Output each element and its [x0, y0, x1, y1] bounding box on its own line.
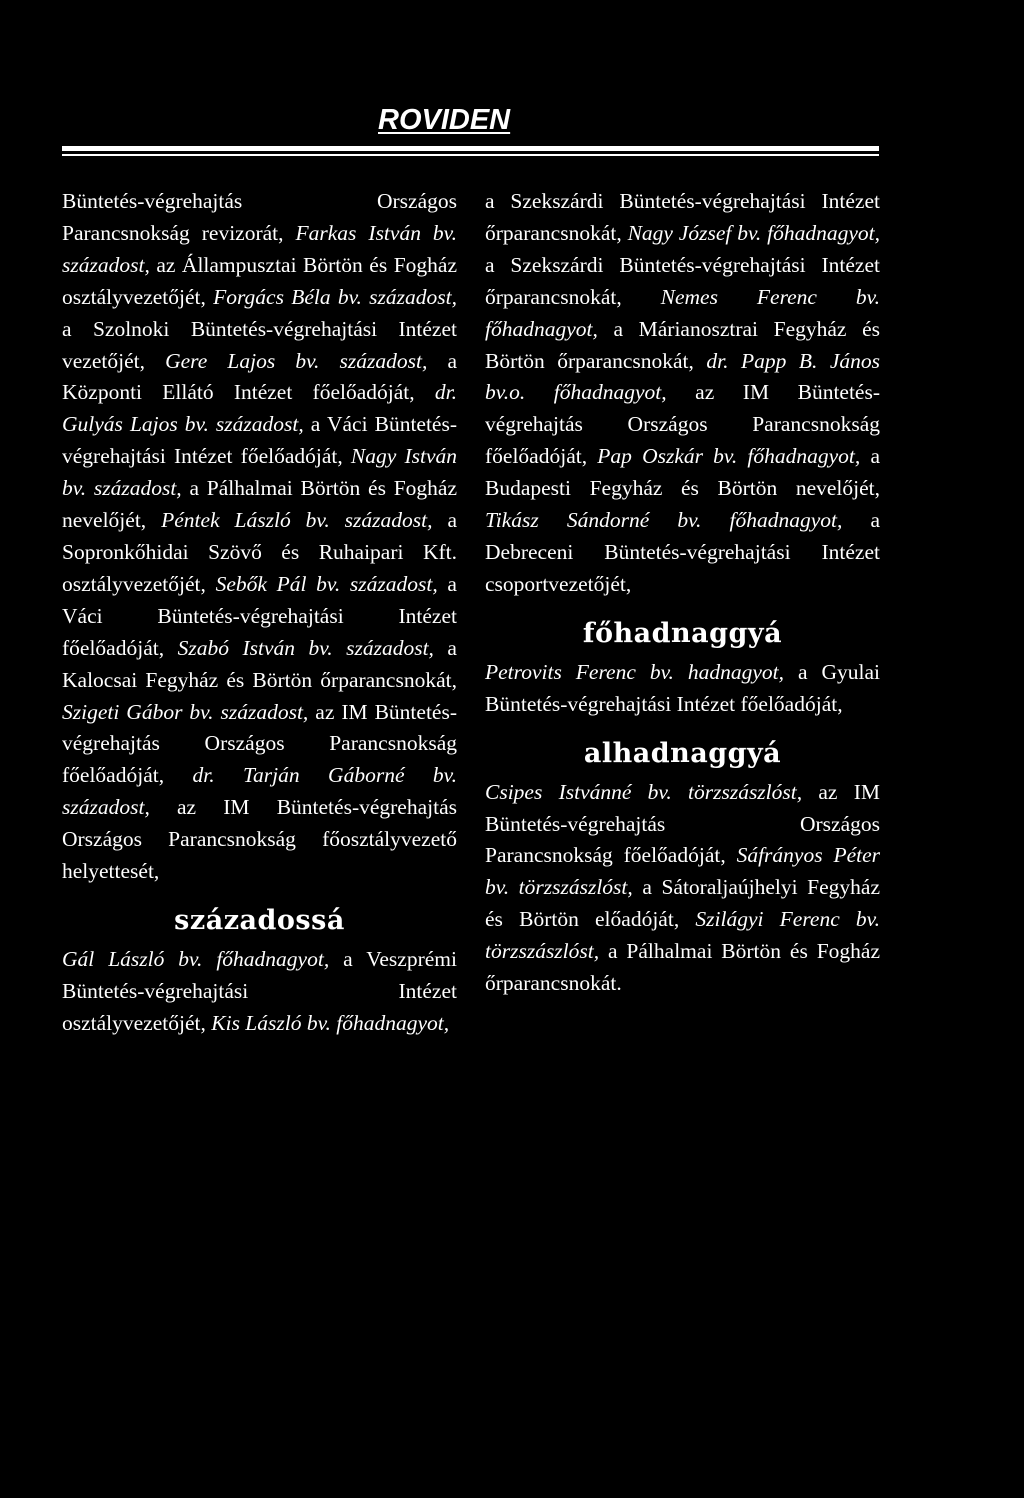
name-rank-run: Szigeti Gábor bv. századost, [62, 699, 309, 724]
right-paragraph-3 [485, 777, 880, 1000]
name-rank-run: Sáfrányos Péter bv. törzszászlóst, [485, 843, 880, 900]
header-rule-thin [62, 154, 879, 156]
name-rank-run: Petrovits Ferenc bv. hadnagyot, [485, 659, 785, 684]
text-run: a Sopronkőhidai Szövő és Ruhaipari Kft. osztályvezetőjét, [62, 508, 457, 596]
text-run: a Váci Büntetés-végrehajtási Intézet főelőadóját, [62, 412, 457, 469]
text-run: az IM Büntetés-végrehajtás Országos Parancsnokság főosztályvezető helyettesét, [62, 795, 457, 884]
name-rank-run: Sebők Pál bv. századost, [215, 571, 438, 596]
name-rank-run: Nagy József bv. főhadnagyot, [627, 220, 880, 245]
right-paragraph-2 [485, 657, 880, 721]
name-rank-run: Pap Oszkár bv. főhadnagyot, [597, 444, 861, 469]
name-rank-run: Tikász Sándorné bv. főhadnagyot, [485, 508, 843, 533]
name-rank-run: Forgács Béla bv. századost, [213, 284, 457, 309]
text-run: a Gyulai Büntetés-végrehajtási Intézet főelőadóját, [485, 659, 880, 716]
text-run: Büntetés-végrehajtás Országos Parancsnokság revizorát, [62, 189, 457, 245]
text-run: a Központi Ellátó Intézet főelőadóját, [62, 348, 457, 405]
text-run: a Szekszárdi Büntetés-végrehajtási Intézet őrparancsnokát, [485, 189, 880, 245]
text-run: a Pálhalmai Börtön és Fogház nevelőjét, [62, 476, 457, 533]
name-rank-run: dr. Papp B. János bv.o. főhadnagyot, [485, 348, 880, 405]
left-paragraph-1 [62, 186, 457, 888]
name-rank-run: Szilágyi Ferenc bv. törzszászlóst, [485, 907, 881, 964]
heading-fohadnaggya: főhadnaggyá [582, 617, 783, 649]
right-column [485, 186, 880, 1000]
text-run: a Kalocsai Fegyház és Börtön őrparancsnokát, [62, 635, 457, 692]
text-run: a Budapesti Fegyház és Börtön nevelőjét, [485, 444, 880, 501]
text-run: a Márianosztrai Fegyház és Börtön őrparancsnokát, [485, 316, 880, 373]
text-run: a Váci Büntetés-végrehajtási Intézet főelőadóját, [62, 571, 457, 660]
text-run: a Pálhalmai Börtön és Fogház őrparancsnokát. [485, 939, 880, 996]
header-rule-thick [62, 146, 879, 151]
right-paragraph-1 [485, 186, 880, 601]
name-rank-run: Gere Lajos bv. századost, [165, 348, 428, 373]
left-column [62, 186, 457, 1040]
name-rank-run: Kis László bv. főhadnagyot, [211, 1010, 450, 1035]
text-run: a Szolnoki Büntetés-végrehajtási Intézet vezetőjét, [62, 316, 457, 373]
name-rank-run: Péntek László bv. századost, [161, 508, 433, 533]
text-run: az Állampusztai Börtön és Fogház osztályvezetőjét, [62, 252, 457, 309]
text-run: a Veszprémi Büntetés-végrehajtási Intézet osztályvezetőjét, [62, 946, 457, 1035]
name-rank-run: Farkas István bv. századost, [62, 220, 458, 277]
heading-alhadnaggya: alhadnaggyá [583, 737, 782, 769]
text-run: a Debreceni Büntetés-végrehajtási Intézet csoportvezetőjét, [485, 508, 880, 596]
left-paragraph-2 [62, 944, 457, 1040]
name-rank-run: dr. Gulyás Lajos bv. századost, [62, 380, 457, 437]
name-rank-run: Csipes Istvánné bv. törzszászlóst, [485, 779, 803, 804]
name-rank-run: Gál László bv. főhadnagyot, [62, 946, 330, 971]
name-rank-run: dr. Tarján Gáborné bv. századost, [62, 763, 457, 820]
heading-szazadossa: századossá [174, 904, 345, 936]
text-run: az IM Büntetés-végrehajtás Országos Parancsnokság főelőadóját, [485, 380, 880, 469]
text-run: az IM Büntetés-végrehajtás Országos Parancsnokság főelőadóját, [62, 699, 457, 788]
text-run: az IM Büntetés-végrehajtás Országos Parancsnokság főelőadóját, [485, 779, 880, 868]
section-title: ROVIDEN [378, 104, 511, 136]
text-run: a Sátoraljaújhelyi Fegyház és Börtön előadóját, [485, 875, 880, 932]
name-rank-run: Nemes Ferenc bv. főhadnagyot, [485, 284, 880, 341]
text-run: a Szekszárdi Büntetés-végrehajtási Intézet őrparancsnokát, [485, 252, 880, 309]
name-rank-run: Szabó István bv. századost, [177, 635, 434, 660]
name-rank-run: Nagy István bv. századost, [62, 444, 457, 501]
